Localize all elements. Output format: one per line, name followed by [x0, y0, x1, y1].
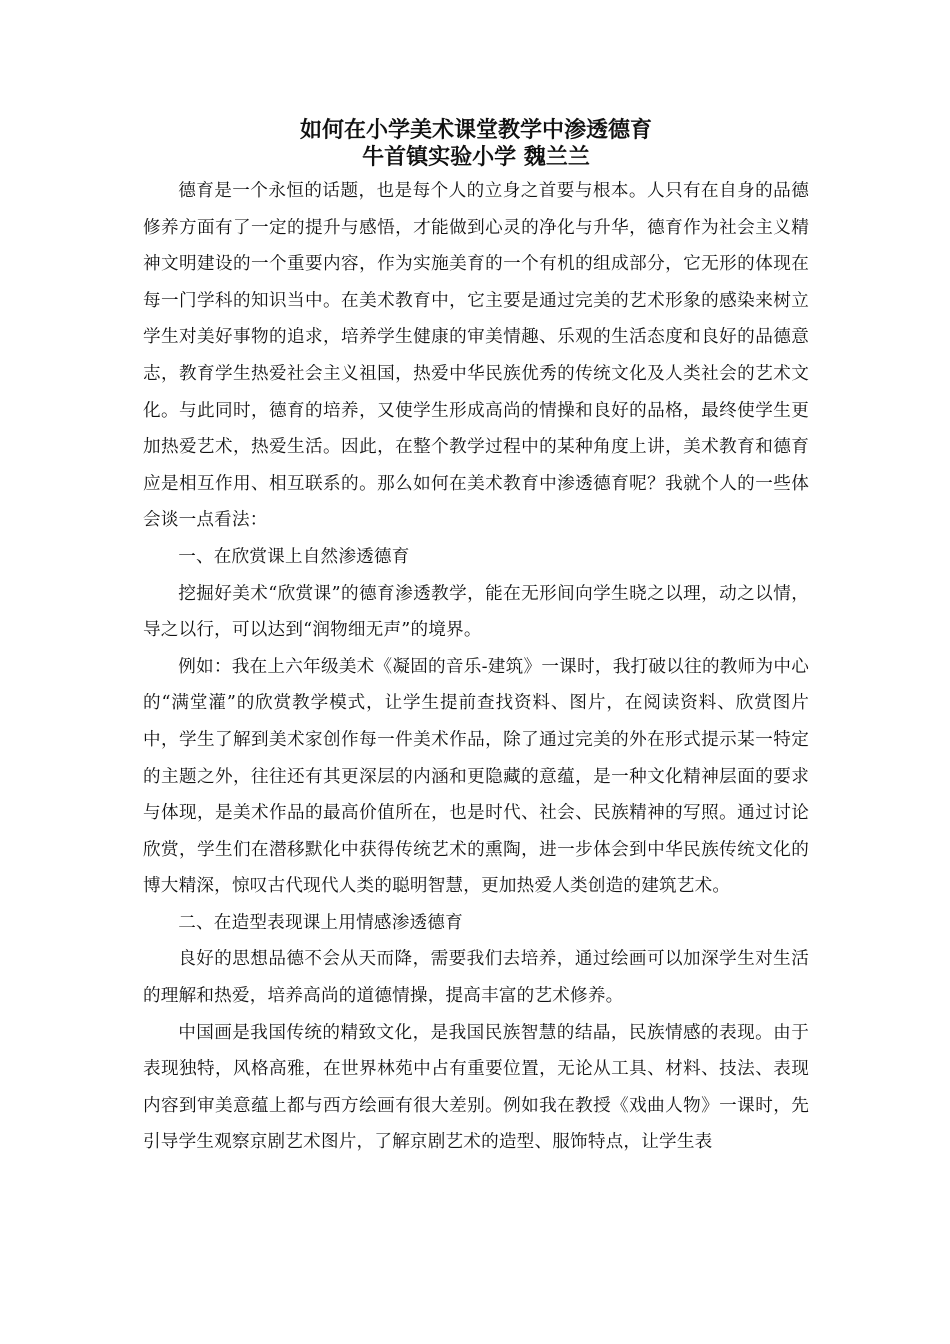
section-heading-1: 一、在欣赏课上自然渗透德育	[178, 546, 410, 567]
paragraph-chinese-painting: 中国画是我国传统的精致文化，是我国民族智慧的结晶，民族情感的表现。由于表现独特，风格高雅，在世界林苑中占有重要位置，无论从工具、材料、技法、表现内容到审美意蕴上都与西方绘画有很大差别。例如我在教授《戏曲人物》一课时，先引导学生观察京剧艺术图片，了解京剧艺术的造型、服饰特点，让学生表	[143, 1022, 809, 1153]
paragraph-moral-quality: 良好的思想品德不会从天而降，需要我们去培养，通过绘画可以加深学生对生活的理解和热爱，培养高尚的道德情操，提高丰富的艺术修养。	[143, 949, 809, 1007]
document-page	[143, 118, 809, 1161]
paragraph-appreciation: 挖掘好美术“欣赏课”的德育渗透教学，能在无形间向学生晓之以理，动之以情，导之以行，可以达到“润物细无声”的境界。	[143, 583, 809, 641]
document-title: 如何在小学美术课堂教学中渗透德育	[299, 118, 652, 143]
section-heading-2: 二、在造型表现课上用情感渗透德育	[178, 912, 463, 933]
paragraph-intro: 德育是一个永恒的话题，也是每个人的立身之首要与根本。人只有在自身的品德修养方面有了一定的提升与感悟，才能做到心灵的净化与升华，德育作为社会主义精神文明建设的一个重要内容，作为实施美育的一个有机的组成部分，它无形的体现在每一门学科的知识当中。在美术教育中，它主要是通过完美的艺术形象的感染来树立学生对美好事物的追求，培养学生健康的审美情趣、乐观的生活态度和良好的品德意志，教育学生热爱社会主义祖国，热爱中华民族优秀的传统文化及人类社会的艺术文化。与此同时，德育的培养，又使学生形成高尚的情操和良好的品格，最终使学生更加热爱艺术，热爱生活。因此，在整个教学过程中的某种角度上讲，美术教育和德育应是相互作用、相互联系的。那么如何在美术教育中渗透德育呢？我就个人的一些体会谈一点看法：	[143, 181, 809, 531]
author-line: 牛首镇实验小学 魏兰兰	[362, 145, 590, 170]
paragraph-example-architecture: 例如：我在上六年级美术《凝固的音乐-建筑》一课时，我打破以往的教师为中心的“满堂灌”的欣赏教学模式，让学生提前查找资料、图片，在阅读资料、欣赏图片中，学生了解到美术家创作每一件美术作品，除了通过完美的外在形式提示某一特定的主题之外，往往还有其更深层的内涵和更隐藏的意蕴，是一种文化精神层面的要求与体现，是美术作品的最高价值所在，也是时代、社会、民族精神的写照。通过讨论欣赏，学生们在潜移默化中获得传统艺术的熏陶，进一步体会到中华民族传统文化的博大精深，惊叹古代现代人类的聪明智慧，更加热爱人类创造的建筑艺术。	[143, 656, 809, 897]
